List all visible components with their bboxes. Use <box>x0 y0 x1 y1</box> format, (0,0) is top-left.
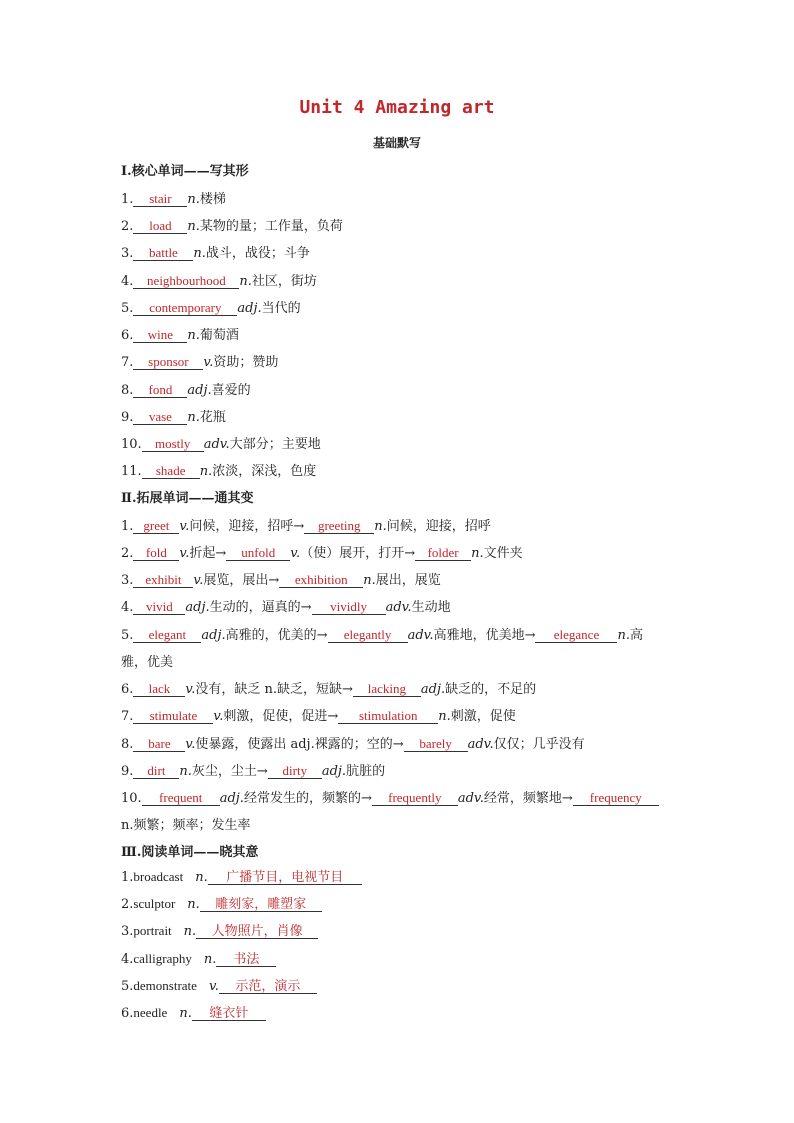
answer-blank: contemporary <box>133 300 237 316</box>
answer-blank: bare <box>133 736 185 752</box>
answer-blank: stimulate <box>133 708 213 724</box>
answer-blank: barely <box>404 736 468 752</box>
answer-blank: frequency <box>573 790 659 806</box>
answer-blank: battle <box>133 245 193 261</box>
extended-word-item: 2. fold v.折起→ unfold v.（使）展开，打开→ folder n.文件夹 <box>121 545 523 561</box>
answer-blank: stair <box>133 191 187 207</box>
section-heading-core-words: Ⅰ.核心单词——写其形 <box>121 164 249 179</box>
extended-word-item: 4. vivid adj.生动的，逼真的→ vividly adv.生动地 <box>121 599 451 615</box>
extended-word-item: 3. exhibit v.展览，展出→ exhibition n.展出，展览 <box>121 572 441 588</box>
answer-blank: wine <box>133 327 187 343</box>
extended-word-item: 5. elegant adj.高雅的，优美的→ elegantly adv.高雅地，优美地→ elegance n.高 <box>121 627 644 643</box>
answer-blank: elegant <box>133 627 201 643</box>
answer-blank: dirty <box>268 763 322 779</box>
answer-blank: dirt <box>133 763 179 779</box>
extended-word-item: 1. greet v.问候，迎接，招呼→ greeting n.问候，迎接，招呼 <box>121 518 491 534</box>
answer-blank: vivid <box>133 599 185 615</box>
answer-blank: vividly <box>312 599 386 615</box>
answer-blank: fold <box>133 545 179 561</box>
answer-blank: shade <box>142 463 200 479</box>
answer-blank: frequent <box>142 790 220 806</box>
core-word-item: 3. battle n.战斗，战役；斗争 <box>121 245 310 261</box>
core-word-item: 10. mostly adv.大部分；主要地 <box>121 436 321 452</box>
answer-blank: mostly <box>142 436 204 452</box>
section-heading-reading-words: Ⅲ.阅读单词——晓其意 <box>121 845 259 860</box>
page-title: Unit 4 Amazing art <box>299 97 495 118</box>
extended-word-item: 9. dirt n.灰尘，尘土→ dirty adj.肮脏的 <box>121 763 386 779</box>
answer-blank: lack <box>133 681 185 697</box>
answer-blank: folder <box>415 545 471 561</box>
extended-word-item: 10. frequent adj.经常发生的，频繁的→ frequently adv.经常，频繁地→ frequency <box>121 787 659 806</box>
extended-word-item: 6. lack v.没有，缺乏 n.缺乏，短缺→ lacking adj.缺乏的，不足的 <box>121 681 537 697</box>
extended-word-item-continued: n.频繁；频率；发生率 <box>121 818 251 833</box>
core-word-item: 4. neighbourhood n.社区，街坊 <box>121 273 317 289</box>
answer-blank: exhibit <box>133 572 193 588</box>
answer-blank: unfold <box>226 545 290 561</box>
core-word-item: 2. load n.某物的量；工作量，负荷 <box>121 218 343 234</box>
extended-word-item-continued: 雅，优美 <box>121 655 174 670</box>
core-word-item: 5. contemporary adj.当代的 <box>121 300 301 316</box>
reading-word-item: 3.portrait n. 人物照片，肖像 <box>121 923 318 939</box>
answer-blank: 人物照片，肖像 <box>196 923 318 939</box>
core-word-item: 9. vase n.花瓶 <box>121 409 226 425</box>
reading-word-item: 1.broadcast n. 广播节目，电视节目 <box>121 869 362 885</box>
core-word-item: 1. stair n.楼梯 <box>121 191 226 207</box>
answer-blank: load <box>133 218 187 234</box>
section-heading-extended-words: Ⅱ.拓展单词——通其变 <box>121 491 254 506</box>
core-word-item: 11. shade n.浓淡，深浅，色度 <box>121 463 317 479</box>
answer-blank: greeting <box>304 518 374 534</box>
answer-blank: frequently <box>372 790 458 806</box>
answer-blank: 书法 <box>216 951 276 967</box>
answer-blank: elegantly <box>328 627 408 643</box>
core-word-item: 7. sponsor v.资助；赞助 <box>121 354 279 370</box>
answer-blank: lacking <box>353 681 421 697</box>
answer-blank: sponsor <box>133 354 203 370</box>
answer-blank: greet <box>133 518 179 534</box>
extended-word-item: 7. stimulate v.刺激，促使，促进→ stimulation n.刺激，促使 <box>121 708 516 724</box>
reading-word-item: 5.demonstrate v. 示范，演示 <box>121 978 317 994</box>
reading-word-item: 4.calligraphy n. 书法 <box>121 951 276 967</box>
core-word-item: 8. fond adj.喜爱的 <box>121 382 251 398</box>
reading-word-item: 6.needle n. 缝衣针 <box>121 1005 266 1021</box>
answer-blank: vase <box>133 409 187 425</box>
core-word-item: 6. wine n.葡萄酒 <box>121 327 239 343</box>
answer-blank: 广播节目，电视节目 <box>208 869 362 885</box>
page-subtitle: 基础默写 <box>372 136 421 150</box>
answer-blank: 示范，演示 <box>219 978 317 994</box>
answer-blank: stimulation <box>338 708 438 724</box>
reading-word-item: 2.sculptor n. 雕刻家，雕塑家 <box>121 896 322 912</box>
answer-blank: neighbourhood <box>133 273 239 289</box>
answer-blank: exhibition <box>279 572 363 588</box>
answer-blank: 缝衣针 <box>192 1005 266 1021</box>
answer-blank: fond <box>133 382 187 398</box>
answer-blank: elegance <box>535 627 617 643</box>
extended-word-item: 8. bare v.使暴露，使露出 adj.裸露的；空的→ barely adv.仅仅；几乎没有 <box>121 736 585 752</box>
answer-blank: 雕刻家，雕塑家 <box>200 896 322 912</box>
